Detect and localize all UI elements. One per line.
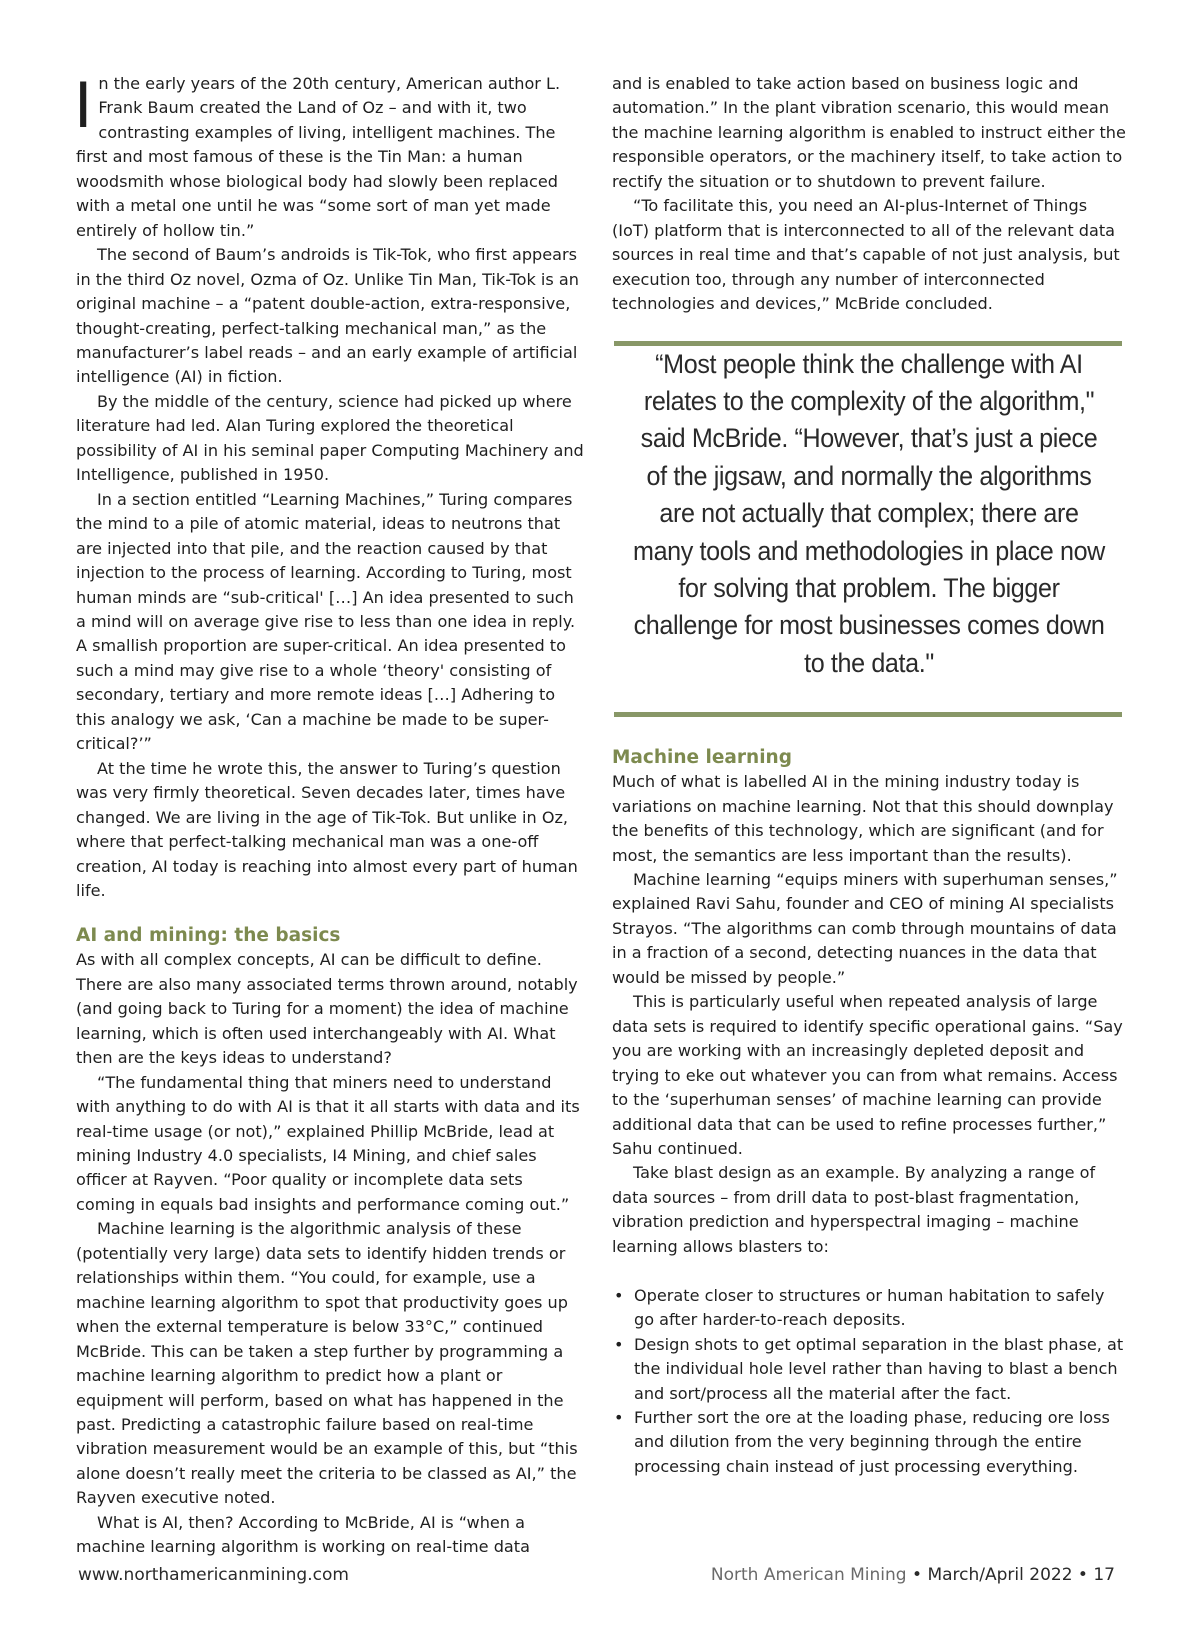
list-item: • Operate closer to structures or human habitation to safely go after harder-to-reach deposits. <box>612 1284 1126 1333</box>
page-number: 17 <box>1093 1565 1115 1585</box>
paragraph: Machine learning is the algorithmic analysis of these (potentially very large) data sets to identify hidden trends or relationships within them. “You could, for example, use a machine learning algorithm to spot that productivity goes up when the external temperature is below 33°C,” continued McBride. This can be taken a step further by programming a machine learning algorithm to predict how a plant or equipment will perform, based on what has happened in the past. Predicting a catastrophic failure based on real-time vibration measurement would be an example of this, but “this alone doesn’t really meet the criteria to be classed as AI,” the Rayven executive noted. <box>76 1219 578 1508</box>
footer-url[interactable]: www.northamericanmining.com <box>78 1565 349 1585</box>
section-heading-machine-learning: Machine learning <box>612 747 792 769</box>
left-column <box>74 67 586 1560</box>
footer-issue-info: North American Mining • March/April 2022 • 17 <box>710 1565 1115 1585</box>
paragraph: “The fundamental thing that miners need to understand with anything to do with AI is that it all starts with data and its real-time usage (or not),” explained Phillip McBride, lead at mining Industry 4.0 specialists, I4 Mining, and chief sales officer at Rayven. “Poor quality or incomplete data sets coming in equals bad insights and performance coming out.” <box>76 1072 580 1214</box>
pullquote: “Most people think the challenge with AI relates to the complexity of the algorithm," said McBride. “However, that’s just a piece of the jigsaw, and normally the algorithms are not actually that complex; there are many tools and methodologies in place now for solving that problem. The bigger challenge for most businesses comes down to the data." <box>633 348 1105 678</box>
intro-paragraph <box>74 67 586 243</box>
list-item: • Design shots to get optimal separation in the blast phase, at the individual hole level rather than having to blast a bench and sort/process all the material after the fact. <box>612 1333 1126 1406</box>
paragraph: Take blast design as an example. By analyzing a range of data sources – from drill data to post-blast fragmentation, vibration prediction and hyperspectral imaging – machine learning allows blasters to: <box>612 1163 1096 1256</box>
paragraph: The second of Baum’s androids is Tik-Tok, who first appears in the third Oz novel, Ozma of Oz. Unlike Tin Man, Tik-Tok is an original machine – a “patent double-action, extra-responsive, thought-creating, perfect-talking mechanical man,” as the manufacturer’s label reads – and an early example of artificial intelligence (AI) in fiction. <box>76 245 579 387</box>
paragraph: In a section entitled “Learning Machines,” Turing compares the mind to a pile of atomic material, ideas to neutrons that are injected into that pile, and the reaction caused by that injection to the process of learning. According to Turing, most human minds are “sub-critical' […] An idea presented to such a mind will on average give rise to less than one idea in reply. A smallish proportion are super-critical. An idea presented to such a mind may give rise to a whole ‘theory' consisting of secondary, tertiary and more remote ideas […] Adhering to this analogy we ask, ‘Can a machine be made to be super-critical?’” <box>76 489 576 754</box>
section-heading-ai-mining: AI and mining: the basics <box>76 925 341 947</box>
paragraph: At the time he wrote this, the answer to Turing’s question was very firmly theoretical. Seven decades later, times have changed. We are living in the age of Tik-Tok. But unlike in Oz, where that perfect-talking mechanical man was a one-off creation, AI today is reaching into almost every part of human life. <box>76 758 578 900</box>
drop-cap: I <box>74 67 93 141</box>
list-item: • Further sort the ore at the loading phase, reducing ore loss and dilution from the very beginning through the entire processing chain instead of just processing everything. <box>612 1406 1126 1479</box>
paragraph: What is AI, then? According to McBride, AI is “when a machine learning algorithm is working on real-time data <box>76 1512 530 1557</box>
paragraph: “To facilitate this, you need an AI-plus-Internet of Things (IoT) platform that is interconnected to all of the relevant data sources in real time and that’s capable of not just analysis, but execution too, through any number of interconnected technologies and devices,” McBride concluded. <box>612 196 1120 314</box>
right-column <box>612 72 1126 1479</box>
bullet-list <box>612 1284 1126 1480</box>
publication-name: North American Mining <box>710 1565 907 1585</box>
paragraph: As with all complex concepts, AI can be difficult to define. There are also many associated terms thrown around, notably (and going back to Turing for a moment) the idea of machine learning, which is often used interchangeably with AI. What then are the keys ideas to understand? <box>76 950 578 1068</box>
intro-text: n the early years of the 20th century, American author L. Frank Baum created the Land of Oz – and with it, two contrasting examples of living, intelligent machines. The first and most famous of these is the Tin Man: a human woodsmith whose biological body had slowly been replaced with a metal one until he was “some sort of man yet made entirely of hollow tin.” <box>76 74 561 240</box>
paragraph: Machine learning “equips miners with superhuman senses,” explained Ravi Sahu, founder and CEO of mining AI specialists Strayos. “The algorithms can comb through mountains of data in a fraction of a second, detecting nuances in the data that would be missed by people.” <box>612 870 1118 987</box>
paragraph: This is particularly useful when repeated analysis of large data sets is required to identify specific operational gains. “Say you are working with an increasingly depleted deposit and trying to eke out whatever you can from what remains. Access to the ‘superhuman senses’ of machine learning can provide additional data that can be used to refine processes further,” Sahu continued. <box>612 992 1123 1158</box>
paragraph: and is enabled to take action based on business logic and automation.” In the plant vibration scenario, this would mean the machine learning algorithm is enabled to instruct either the responsible operators, or the machinery itself, to take action to rectify the situation or to shutdown to prevent failure. <box>612 74 1126 191</box>
issue-date: March/April 2022 <box>927 1565 1073 1585</box>
paragraph: By the middle of the century, science had picked up where literature had led. Alan Turing explored the theoretical possibility of AI in his seminal paper Computing Machinery and Intelligence, published in 1950. <box>76 391 584 485</box>
paragraph: Much of what is labelled AI in the mining industry today is variations on machine learning. Not that this should downplay the benefits of this technology, which are significant (and for most, the semantics are less important than the results). <box>612 772 1114 865</box>
pullquote-bottom-rule <box>614 712 1122 717</box>
